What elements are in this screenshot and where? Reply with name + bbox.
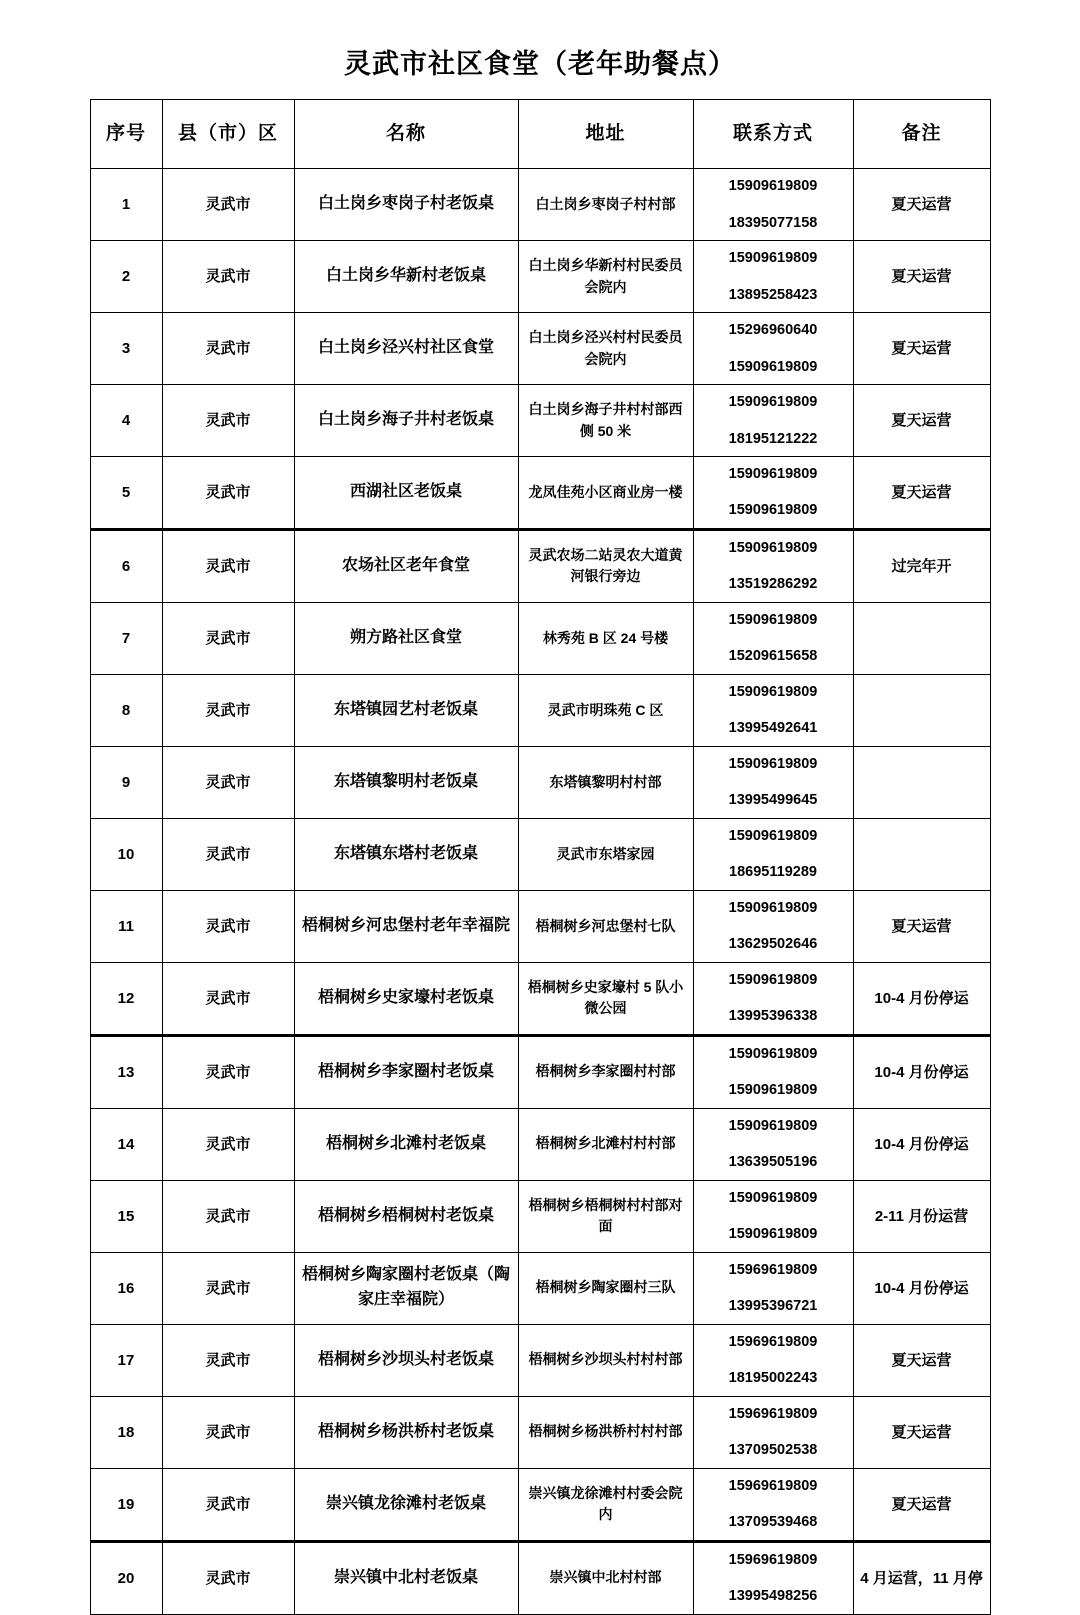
- cell-index: 18: [90, 1396, 162, 1468]
- table-header: [90, 100, 990, 169]
- cell-address: 梧桐树乡河忠堡村七队: [518, 890, 693, 962]
- table-body: [90, 169, 990, 1615]
- column-header-name: 名称: [294, 100, 518, 169]
- phone-number: 13629502646: [728, 936, 818, 953]
- phone-number: 15969619809: [728, 1551, 818, 1568]
- cell-address: 白土岗乡海子井村村部西侧 50 米: [518, 385, 693, 457]
- phone-number: 15909619809: [728, 502, 818, 519]
- cell-note: 10-4 月份停运: [853, 962, 990, 1035]
- cell-contact: [693, 674, 853, 746]
- cell-contact: [693, 1468, 853, 1541]
- cell-address: 梧桐树乡陶家圈村三队: [518, 1252, 693, 1324]
- cell-district: 灵武市: [162, 674, 294, 746]
- cell-address: 梧桐树乡北滩村村村部: [518, 1108, 693, 1180]
- cell-note: 10-4 月份停运: [853, 1252, 990, 1324]
- cell-index: 8: [90, 674, 162, 746]
- cell-address: 林秀苑 B 区 24 号楼: [518, 602, 693, 674]
- cell-index: 20: [90, 1541, 162, 1614]
- cell-address: 崇兴镇中北村村部: [518, 1541, 693, 1614]
- cell-address: 梧桐树乡杨洪桥村村村部: [518, 1396, 693, 1468]
- table-row: [90, 457, 990, 530]
- cell-note: [853, 818, 990, 890]
- cell-address: 龙凤佳苑小区商业房一楼: [518, 457, 693, 530]
- cell-contact: [693, 313, 853, 385]
- phone-number: 13995396338: [728, 1008, 818, 1025]
- cell-name: 白土岗乡华新村老饭桌: [294, 241, 518, 313]
- cell-index: 13: [90, 1035, 162, 1108]
- cell-address: 梧桐树乡史家壕村 5 队小微公园: [518, 962, 693, 1035]
- cell-district: 灵武市: [162, 602, 294, 674]
- table-row: [90, 602, 990, 674]
- table-row: [90, 1396, 990, 1468]
- table-row: [90, 1252, 990, 1324]
- cell-index: 2: [90, 241, 162, 313]
- cell-index: 3: [90, 313, 162, 385]
- column-header-note: 备注: [853, 100, 990, 169]
- phone-number: 15969619809: [728, 1261, 818, 1278]
- cell-name: 崇兴镇龙徐滩村老饭桌: [294, 1468, 518, 1541]
- cell-district: 灵武市: [162, 890, 294, 962]
- cell-name: 梧桐树乡北滩村老饭桌: [294, 1108, 518, 1180]
- cell-contact: [693, 746, 853, 818]
- cell-address: 白土岗乡枣岗子村村部: [518, 169, 693, 241]
- cell-index: 12: [90, 962, 162, 1035]
- cell-note: 夏天运营: [853, 313, 990, 385]
- cell-address: 白土岗乡华新村村民委员会院内: [518, 241, 693, 313]
- cell-contact: [693, 241, 853, 313]
- phone-number: 15909619809: [728, 178, 818, 195]
- cell-name: 朔方路社区食堂: [294, 602, 518, 674]
- phone-number: 15909619809: [728, 1082, 818, 1099]
- cell-contact: [693, 529, 853, 602]
- cell-note: 10-4 月份停运: [853, 1108, 990, 1180]
- cell-contact: [693, 890, 853, 962]
- cell-note: 夏天运营: [853, 1324, 990, 1396]
- page-title: 灵武市社区食堂（老年助餐点）: [344, 49, 736, 79]
- cell-name: 农场社区老年食堂: [294, 529, 518, 602]
- cell-name: 东塔镇园艺村老饭桌: [294, 674, 518, 746]
- cell-address: 梧桐树乡李家圈村村部: [518, 1035, 693, 1108]
- cell-index: 6: [90, 529, 162, 602]
- cell-name: 梧桐树乡杨洪桥村老饭桌: [294, 1396, 518, 1468]
- cell-note: 过完年开: [853, 529, 990, 602]
- phone-number: 13709502538: [728, 1442, 818, 1459]
- cell-address: 灵武市东塔家园: [518, 818, 693, 890]
- cell-note: 10-4 月份停运: [853, 1035, 990, 1108]
- cell-note: 夏天运营: [853, 457, 990, 530]
- cell-district: 灵武市: [162, 241, 294, 313]
- column-header-index: 序号: [90, 100, 162, 169]
- phone-number: 15209615658: [728, 648, 818, 665]
- phone-number: 15909619809: [728, 250, 818, 267]
- cell-district: 灵武市: [162, 818, 294, 890]
- phone-number: 15909619809: [728, 1226, 818, 1243]
- phone-number: 18195121222: [728, 430, 818, 447]
- cell-note: 夏天运营: [853, 169, 990, 241]
- cell-index: 10: [90, 818, 162, 890]
- phone-number: 13895258423: [728, 286, 818, 303]
- cell-district: 灵武市: [162, 1396, 294, 1468]
- cell-contact: [693, 1108, 853, 1180]
- cell-contact: [693, 1180, 853, 1252]
- cell-address: 梧桐树乡沙坝头村村村部: [518, 1324, 693, 1396]
- phone-number: 13995396721: [728, 1298, 818, 1315]
- table-row: [90, 1108, 990, 1180]
- column-header-address: 地址: [518, 100, 693, 169]
- phone-number: 15909619809: [728, 394, 818, 411]
- phone-number: 18695119289: [729, 864, 817, 881]
- phone-number: 15969619809: [728, 1477, 818, 1494]
- phone-number: 15909619809: [728, 539, 818, 556]
- cell-contact: [693, 962, 853, 1035]
- table-row: [90, 1324, 990, 1396]
- cell-contact: [693, 1396, 853, 1468]
- cell-index: 1: [90, 169, 162, 241]
- phone-number: 15909619809: [728, 971, 818, 988]
- phone-number: 15909619809: [728, 827, 818, 844]
- cell-note: 4 月运营，11 月停: [853, 1541, 990, 1614]
- cell-contact: [693, 602, 853, 674]
- cell-address: 灵武农场二站灵农大道黄河银行旁边: [518, 529, 693, 602]
- cell-note: 夏天运营: [853, 890, 990, 962]
- cell-name: 西湖社区老饭桌: [294, 457, 518, 530]
- table-row: [90, 169, 990, 241]
- table-row: [90, 746, 990, 818]
- table-row: [90, 674, 990, 746]
- phone-number: 15909619809: [728, 1045, 818, 1062]
- cell-district: 灵武市: [162, 169, 294, 241]
- phone-number: 13995492641: [728, 720, 818, 737]
- phone-number: 15909619809: [728, 899, 818, 916]
- cell-contact: [693, 169, 853, 241]
- cell-name: 梧桐树乡史家壕村老饭桌: [294, 962, 518, 1035]
- phone-number: 15969619809: [728, 1405, 818, 1422]
- cell-note: 夏天运营: [853, 1396, 990, 1468]
- cell-index: 14: [90, 1108, 162, 1180]
- cell-index: 7: [90, 602, 162, 674]
- phone-number: 13639505196: [728, 1154, 818, 1171]
- table-row: [90, 1180, 990, 1252]
- phone-number: 18395077158: [728, 214, 818, 231]
- cell-contact: [693, 1252, 853, 1324]
- phone-number: 15909619809: [728, 611, 818, 628]
- phone-number: 13995499645: [728, 792, 818, 809]
- cell-note: [853, 746, 990, 818]
- cell-contact: [693, 385, 853, 457]
- cell-district: 灵武市: [162, 313, 294, 385]
- cell-note: 夏天运营: [853, 241, 990, 313]
- cell-name: 白土岗乡枣岗子村老饭桌: [294, 169, 518, 241]
- phone-number: 15909619809: [728, 1117, 818, 1134]
- table-row: [90, 1468, 990, 1541]
- cell-name: 东塔镇东塔村老饭桌: [294, 818, 518, 890]
- cell-index: 16: [90, 1252, 162, 1324]
- cell-index: 17: [90, 1324, 162, 1396]
- cell-district: 灵武市: [162, 1035, 294, 1108]
- cell-note: 夏天运营: [853, 1468, 990, 1541]
- cell-name: 梧桐树乡陶家圈村老饭桌（陶家庄幸福院）: [294, 1252, 518, 1324]
- cell-index: 9: [90, 746, 162, 818]
- cell-index: 19: [90, 1468, 162, 1541]
- cell-name: 东塔镇黎明村老饭桌: [294, 746, 518, 818]
- cell-index: 15: [90, 1180, 162, 1252]
- table-row: [90, 529, 990, 602]
- cell-address: 崇兴镇龙徐滩村村委会院内: [518, 1468, 693, 1541]
- cell-name: 崇兴镇中北村老饭桌: [294, 1541, 518, 1614]
- cell-address: 梧桐树乡梧桐树村村部对面: [518, 1180, 693, 1252]
- cell-district: 灵武市: [162, 1324, 294, 1396]
- phone-number: 15909619809: [728, 466, 818, 482]
- cell-contact: [693, 818, 853, 890]
- phone-number: 15969619809: [728, 1333, 818, 1350]
- phone-number: 15909619809: [728, 358, 818, 375]
- table-row: [90, 890, 990, 962]
- cell-note: 2-11 月份运营: [853, 1180, 990, 1252]
- cell-district: 灵武市: [162, 1468, 294, 1541]
- cell-district: 灵武市: [162, 1108, 294, 1180]
- cell-note: [853, 602, 990, 674]
- table-row: [90, 313, 990, 385]
- cell-contact: [693, 1324, 853, 1396]
- cell-district: 灵武市: [162, 385, 294, 457]
- phone-number: 13519286292: [728, 576, 818, 593]
- cell-district: 灵武市: [162, 746, 294, 818]
- table-row: [90, 241, 990, 313]
- column-header-district: 县（市）区: [162, 100, 294, 169]
- table-row: [90, 1541, 990, 1614]
- cell-name: 白土岗乡海子井村老饭桌: [294, 385, 518, 457]
- cell-name: 梧桐树乡梧桐树村老饭桌: [294, 1180, 518, 1252]
- cell-name: 梧桐树乡李家圈村老饭桌: [294, 1035, 518, 1108]
- cell-index: 4: [90, 385, 162, 457]
- phone-number: 15909619809: [728, 1189, 818, 1206]
- phone-number: 13995498256: [728, 1588, 818, 1605]
- cell-index: 11: [90, 890, 162, 962]
- cell-contact: [693, 1035, 853, 1108]
- cell-address: 白土岗乡泾兴村村民委员会院内: [518, 313, 693, 385]
- cell-name: 梧桐树乡沙坝头村老饭桌: [294, 1324, 518, 1396]
- table-row: [90, 385, 990, 457]
- cell-name: 梧桐树乡河忠堡村老年幸福院: [294, 890, 518, 962]
- cell-address: 东塔镇黎明村村部: [518, 746, 693, 818]
- table-header-row: [90, 100, 990, 169]
- cell-note: [853, 674, 990, 746]
- cell-district: 灵武市: [162, 1541, 294, 1614]
- cell-district: 灵武市: [162, 529, 294, 602]
- phone-number: 13709539468: [728, 1514, 818, 1531]
- community-canteen-table: [90, 99, 991, 1615]
- cell-district: 灵武市: [162, 457, 294, 530]
- cell-name: 白土岗乡泾兴村社区食堂: [294, 313, 518, 385]
- cell-index: 5: [90, 457, 162, 530]
- cell-contact: [693, 457, 853, 530]
- table-row: [90, 962, 990, 1035]
- phone-number: 15296960640: [728, 322, 818, 339]
- table-row: [90, 818, 990, 890]
- cell-district: 灵武市: [162, 1180, 294, 1252]
- phone-number: 18195002243: [728, 1370, 818, 1387]
- phone-number: 15909619809: [728, 683, 818, 700]
- table-row: [90, 1035, 990, 1108]
- column-header-contact: 联系方式: [693, 100, 853, 169]
- cell-address: 灵武市明珠苑 C 区: [518, 674, 693, 746]
- cell-district: 灵武市: [162, 1252, 294, 1324]
- cell-contact: [693, 1541, 853, 1614]
- phone-number: 15909619809: [728, 755, 818, 772]
- cell-district: 灵武市: [162, 962, 294, 1035]
- cell-note: 夏天运营: [853, 385, 990, 457]
